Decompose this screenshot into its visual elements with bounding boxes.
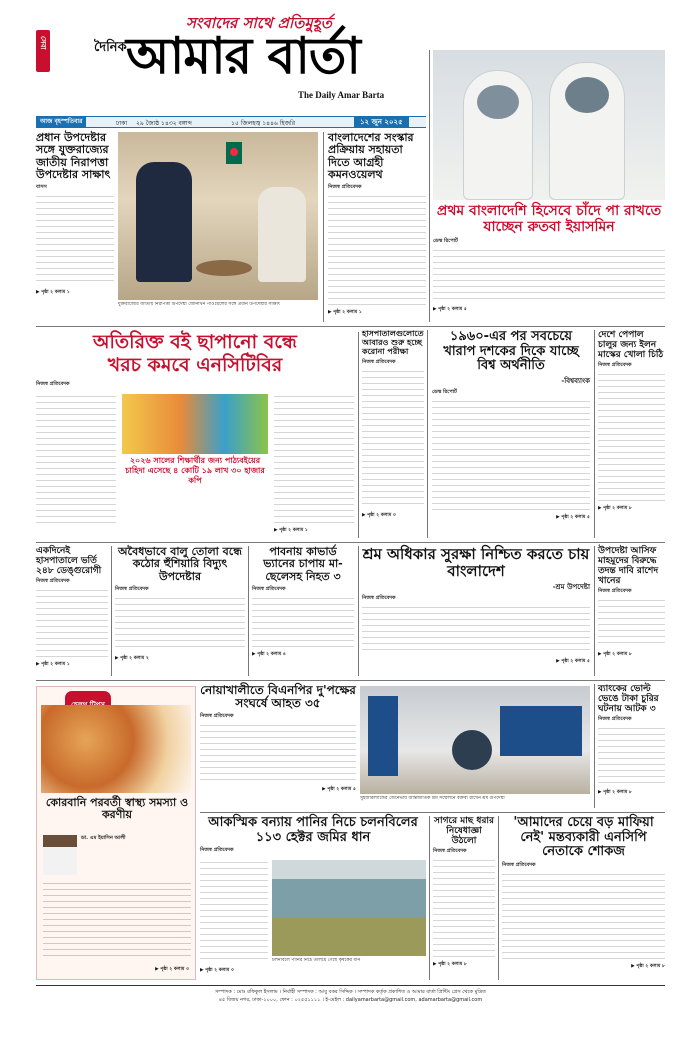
story-byline: নিজস্ব প্রতিবেদক bbox=[36, 578, 70, 585]
story-sand-mining bbox=[115, 546, 245, 676]
story-jump[interactable]: ▶ পৃষ্ঠা ২ কলাম ৫ bbox=[556, 514, 590, 520]
story-headline[interactable]: উপদেষ্টা আসিফ মাহমুদের বিরুদ্ধে তদন্ত দাবি রাশেদ খানের bbox=[598, 546, 659, 587]
story-chalanbil-flood bbox=[200, 816, 426, 980]
story-jump[interactable]: ▶ পৃষ্ঠা ২ কলাম ৩ bbox=[155, 967, 189, 972]
story-headline[interactable]: পাবনায় কাভার্ড ভ্যানের চাপায় মা-ছেলেসহ নিহত ৩ bbox=[263, 545, 343, 583]
story-headline-line2[interactable]: খরচ কমবে এনসিটিবির bbox=[107, 354, 283, 377]
photo-textbooks bbox=[122, 394, 268, 454]
story-headline[interactable]: শ্রম অধিকার সুরক্ষা নিশ্চিত করতে চায় বাংলাদেশ bbox=[362, 545, 590, 580]
story-byline: ডা. এম ইয়াসিন আলী bbox=[81, 835, 126, 841]
imprint-line-2: ৪৫ বিজয় নগর, ঢাকা-১০০০, ফোন : ০২৫৫১১১১ । ই-মেইল : dailyamarbarta@gmail.com, adamarbarta@gmail.com bbox=[218, 997, 483, 1003]
story-body bbox=[433, 248, 665, 304]
dateline-place: ঢাকা bbox=[116, 120, 128, 127]
story-body bbox=[36, 588, 108, 658]
photo-health-food bbox=[41, 705, 191, 793]
story-byline: নিজস্ব প্রতিবেদক bbox=[433, 848, 467, 855]
story-pm-uk-meeting bbox=[36, 132, 114, 322]
story-byline: নিজস্ব প্রতিবেদক bbox=[598, 362, 632, 369]
story-byline: নিজস্ব প্রতিবেদক bbox=[200, 712, 234, 719]
dateline-bar bbox=[36, 116, 426, 128]
photo-flag bbox=[226, 142, 242, 164]
photo-flood-paddy bbox=[272, 860, 426, 956]
photo-ilo-emblem bbox=[452, 730, 492, 770]
story-byline: নিজস্ব প্রতিবেদক bbox=[502, 861, 536, 868]
story-jump[interactable]: ▶ পৃষ্ঠা ২ কলাম ৮ bbox=[598, 790, 632, 796]
caption-ilo: সুইজারল্যান্ডের জেনেভায় আন্তর্জাতিক শ্রম সম্মেলনে বক্তব্য রাখেন শ্রম উপদেষ্টা bbox=[360, 796, 505, 801]
story-byline: ডেস্ক রিপোর্ট bbox=[433, 238, 458, 245]
story-byline: বাসস bbox=[36, 184, 47, 191]
story-tag: -বিশ্বব্যাংক bbox=[561, 376, 590, 385]
photo-figure-left bbox=[136, 162, 192, 282]
masthead-logo: আমার বার্তা bbox=[126, 27, 360, 85]
story-noakhali-clash bbox=[200, 684, 356, 808]
story-bank-vault bbox=[598, 684, 665, 808]
caption-flood: চলনবিলে পানির নিচে তলিয়ে গেছে কৃষকের ধান bbox=[272, 958, 361, 963]
story-headline[interactable]: কোরবানি পরবর্তী স্বাস্থ্য সমস্যা ও করণীয় bbox=[45, 796, 189, 822]
story-byline: নিজস্ব প্রতিবেদক bbox=[328, 184, 362, 191]
story-byline: নিজস্ব প্রতিবেদক bbox=[200, 847, 234, 854]
photo-table bbox=[196, 260, 252, 276]
story-byline: নিজস্ব প্রতিবেদক bbox=[362, 358, 396, 365]
story-fishing-ban bbox=[433, 816, 495, 980]
story-headline[interactable]: ব্যাংকের ভোল্ট ভেঙে টাকা চুরির ঘটনায় আটক ৩ bbox=[598, 684, 659, 715]
story-tag: -শ্রম উপদেষ্টা bbox=[552, 582, 590, 591]
story-body bbox=[200, 723, 356, 783]
story-body bbox=[252, 596, 354, 648]
story-jump[interactable]: ▶ পৃষ্ঠা ২ কলাম ৩ bbox=[362, 512, 396, 518]
story-headline[interactable]: নোয়াখালীতে বিএনপির দু'পক্ষের সংঘর্ষে আহত ৩৫ bbox=[200, 683, 356, 711]
story-body bbox=[200, 860, 268, 964]
story-body-right bbox=[274, 394, 354, 524]
story-headline[interactable]: বাংলাদেশের সংস্কার প্রক্রিয়ায় সহায়তা দিতে আগ্রহী কমনওয়েলথ bbox=[328, 131, 414, 181]
story-labour-rights bbox=[362, 546, 590, 676]
photo-ilo-panel bbox=[500, 706, 582, 756]
story-jump[interactable]: ▶ পৃষ্ঠা ২ কলাম ২ bbox=[115, 655, 149, 661]
story-jump[interactable]: ▶ পৃষ্ঠা ২ কলাম ৮ bbox=[433, 962, 467, 968]
story-jump[interactable]: ▶ পৃষ্ঠা ২ কলাম ৫ bbox=[556, 658, 590, 664]
masthead-tagline: সংবাদের সাথে প্রতিমুহূর্ত bbox=[186, 14, 332, 32]
story-body bbox=[598, 372, 665, 502]
story-body bbox=[115, 596, 245, 652]
story-nctb bbox=[36, 332, 354, 538]
story-byline: নিজস্ব প্রতিবেদক bbox=[598, 588, 632, 595]
story-jump[interactable]: ▶ পৃষ্ঠা ২ কলাম ৮ bbox=[631, 963, 665, 969]
story-headline[interactable]: হাসপাতালগুলোতে আবারও শুরু হচ্ছে করোনা পরীক্ষা bbox=[362, 329, 424, 356]
story-body bbox=[328, 194, 426, 306]
story-byline: ডেস্ক রিপোর্ট bbox=[432, 388, 457, 395]
story-headline[interactable]: ১৯৬০-এর পর সবচেয়ে খারাপ দশকের দিকে যাচ্ছে বিশ্ব অর্থনীতি bbox=[443, 329, 579, 374]
photo-astronaut-left bbox=[463, 70, 533, 200]
story-headline[interactable]: একদিনেই হাসপাতালে ভর্তি ২৪৮ ডেঙ্গুরোগী bbox=[36, 546, 102, 577]
dateline-hijri-date: ১৫ জিলহজ্ব ১৪৪৬ হিজরি bbox=[231, 120, 296, 127]
story-jump[interactable]: ▶ পৃষ্ঠা ২ কলাম ১ bbox=[328, 310, 362, 316]
dateline-gregorian: ১২ জুন ২০২৫ bbox=[354, 117, 409, 127]
story-headline[interactable]: আকস্মিক বন্যায় পানির নিচে চলনবিলের ১১৩ হেক্টর জমির ধান bbox=[208, 815, 418, 845]
story-jump[interactable]: ▶ পৃষ্ঠা ২ কলাম ১ bbox=[274, 528, 308, 533]
story-jump[interactable]: ▶ পৃষ্ঠা ২ কলাম ৮ bbox=[598, 652, 632, 658]
photo-ilo-conference bbox=[360, 686, 590, 794]
story-headline[interactable]: প্রথম বাংলাদেশি হিসেবে চাঁদে পা রাখতে যাচ্ছেন রুতবা ইয়াসমিন bbox=[436, 203, 662, 235]
dateline-bangla-date: ২৯ জ্যৈষ্ঠ ১৪৩২ বঙ্গাব্দ bbox=[136, 120, 192, 127]
story-body bbox=[36, 394, 116, 524]
photo-astronauts bbox=[433, 50, 665, 200]
story-jump[interactable]: ▶ পৃষ্ঠা ২ কলাম ৫ bbox=[322, 786, 356, 792]
story-byline: নিজস্ব প্রতিবেদক bbox=[362, 594, 396, 601]
story-jump[interactable]: ▶ পৃষ্ঠা ২ কলাম ১ bbox=[36, 662, 70, 668]
masthead bbox=[36, 8, 426, 108]
story-pabna-accident bbox=[252, 546, 354, 676]
story-byline: নিজস্ব প্রতিবেদক bbox=[252, 585, 286, 592]
story-headline[interactable]: সাগরে মাছ ধরার নিষেধাজ্ঞা উঠলো bbox=[434, 816, 494, 847]
story-paypal bbox=[598, 330, 665, 538]
photo-figure-right bbox=[258, 187, 306, 282]
story-body bbox=[362, 605, 590, 655]
story-jump[interactable]: ▶ পৃষ্ঠা ২ কলাম ৫ bbox=[433, 307, 467, 313]
photo-doctor bbox=[43, 835, 77, 875]
story-byline: নিজস্ব প্রতিবেদক bbox=[36, 380, 70, 387]
story-headline[interactable]: 'আমাদের চেয়ে বড় মাফিয়া নেই' মন্তব্যকারী এনসিপি নেতাকে শোকজ bbox=[513, 815, 654, 860]
story-jump[interactable]: ▶ পৃষ্ঠা ২ কলাম ৩ bbox=[200, 968, 234, 973]
photo-astronaut-right bbox=[549, 62, 625, 200]
story-byline: নিজস্ব প্রতিবেদক bbox=[598, 716, 632, 723]
story-dengue bbox=[36, 546, 108, 676]
story-ncp-showcause bbox=[502, 816, 665, 980]
story-body bbox=[598, 726, 665, 786]
photo-ilo-logo bbox=[368, 696, 398, 776]
story-body bbox=[43, 881, 191, 961]
story-jump[interactable]: ▶ পৃষ্ঠা ২ কলাম ১ bbox=[36, 290, 70, 296]
story-asif-probe bbox=[598, 546, 665, 676]
story-byline: নিজস্ব প্রতিবেদক bbox=[115, 585, 149, 592]
masthead-daily: দৈনিক bbox=[94, 40, 127, 55]
story-body bbox=[36, 194, 114, 286]
caption-pm-meeting: যুক্তরাজ্যের জাতীয় নিরাপত্তা উপদেষ্টা জোনাথন পাওয়েলের সঙ্গে প্রধান উপদেষ্টার সাক্ষাৎ bbox=[118, 302, 281, 307]
story-jump[interactable]: ▶ পৃষ্ঠা ২ কলাম ৪ bbox=[252, 651, 286, 657]
masthead-side-tag: সেবা bbox=[36, 30, 50, 72]
story-headline[interactable]: অবৈধভাবে বালু তোলা বন্ধে কঠোর হুঁশিয়ারি বিদ্যুৎ উপদেষ্টার bbox=[118, 545, 242, 583]
health-tips-box bbox=[36, 686, 196, 980]
story-body bbox=[362, 369, 424, 509]
story-world-economy bbox=[432, 330, 590, 538]
masthead-english-name: The Daily Amar Barta bbox=[298, 90, 385, 100]
story-jump[interactable]: ▶ পৃষ্ঠা ২ কলাম ৮ bbox=[598, 506, 632, 512]
story-headline[interactable]: দেশে পেপাল চালুর জন্য ইলন মাস্কের খোলা চিঠি bbox=[598, 330, 664, 361]
story-rutba-moon bbox=[433, 204, 665, 322]
story-commonwealth bbox=[328, 132, 426, 322]
story-body bbox=[433, 858, 495, 958]
story-corona-test bbox=[362, 330, 424, 538]
story-headline[interactable]: প্রধান উপদেষ্টার সঙ্গে যুক্তরাজ্যের জাতীয় নিরাপত্তা উপদেষ্টার সাক্ষাৎ bbox=[36, 131, 111, 181]
dateline-day: আজ বৃহস্পতিবার bbox=[36, 117, 86, 127]
imprint-line-1: সম্পাদক : মোঃ রফিকুল ইসলাম । নির্বাহী সম্পাদক : আবু বকর সিদ্দিক । সম্পাদক কর্তৃক প্রকাশিত ও আমার বার্তা প্রিন্টিং প্রেস থেকে মুদ্রিত bbox=[215, 989, 486, 995]
story-headline-line1[interactable]: অতিরিক্ত বই ছাপানো বন্ধে bbox=[93, 331, 297, 353]
imprint-line bbox=[36, 988, 665, 1004]
story-body bbox=[432, 399, 590, 511]
story-body bbox=[598, 598, 665, 648]
photo-pm-meeting bbox=[118, 132, 318, 300]
caption-textbooks: ২০২৬ সালের শিক্ষার্থীর জন্য পাঠ্যবইয়ের চাহিদা এসেছে ৪ কোটি ১৯ লাখ ৩০ হাজার কপি bbox=[122, 456, 268, 498]
story-body bbox=[502, 872, 665, 960]
